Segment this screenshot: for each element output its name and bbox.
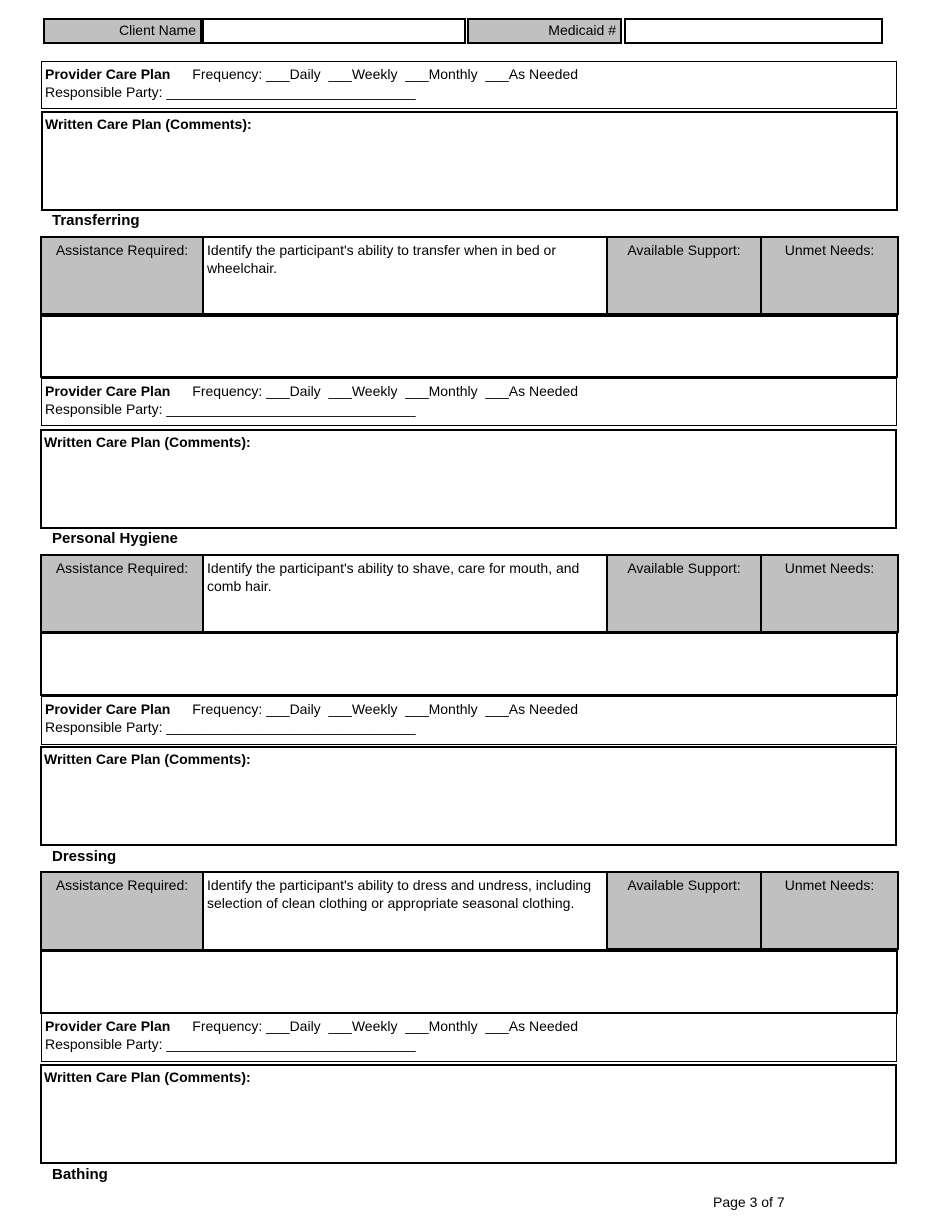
assistance-required-label: Assistance Required:: [40, 554, 204, 633]
medicaid-field[interactable]: [624, 18, 883, 44]
unmet-needs-label: Unmet Needs:: [760, 871, 899, 950]
unmet-needs-label: Unmet Needs:: [760, 236, 899, 315]
assessment-notes[interactable]: [40, 315, 898, 378]
frequency-options[interactable]: Frequency: ___Daily ___Weekly ___Monthly ___As Needed: [192, 1018, 579, 1034]
responsible-party[interactable]: Responsible Party: ________________________________: [45, 401, 416, 417]
assistance-description: Identify the participant's ability to transfer when in bed or wheelchair.: [202, 236, 608, 315]
written-care-plan-label: Written Care Plan (Comments):: [44, 751, 251, 767]
frequency-options[interactable]: Frequency: ___Daily ___Weekly ___Monthly ___As Needed: [192, 66, 579, 82]
assistance-description: Identify the participant's ability to shave, care for mouth, and comb hair.: [202, 554, 608, 633]
responsible-party[interactable]: Responsible Party: ________________________________: [45, 84, 416, 100]
section-title-personal-hygiene: Personal Hygiene: [52, 530, 178, 547]
written-care-plan-label: Written Care Plan (Comments):: [44, 434, 251, 450]
assessment-notes[interactable]: [40, 632, 898, 696]
page-number: Page 3 of 7: [713, 1194, 785, 1210]
written-care-plan-label: Written Care Plan (Comments):: [44, 1069, 251, 1085]
provider-care-plan: [41, 1013, 897, 1062]
written-care-plan[interactable]: [40, 1064, 897, 1164]
provider-care-plan: [41, 696, 897, 745]
provider-care-plan-title: Provider Care Plan: [45, 701, 171, 717]
medicaid-label: Medicaid #: [467, 18, 622, 44]
provider-care-plan: [41, 61, 897, 109]
provider-care-plan-title: Provider Care Plan: [45, 383, 171, 399]
written-care-plan[interactable]: [41, 111, 898, 211]
section-title-transferring: Transferring: [52, 212, 140, 229]
assistance-required-label: Assistance Required:: [40, 871, 204, 951]
responsible-party[interactable]: Responsible Party: ________________________________: [45, 719, 416, 735]
client-name-field[interactable]: [202, 18, 466, 44]
provider-care-plan-title: Provider Care Plan: [45, 66, 171, 82]
available-support-label: Available Support:: [606, 871, 762, 950]
unmet-needs-label: Unmet Needs:: [760, 554, 899, 633]
frequency-options[interactable]: Frequency: ___Daily ___Weekly ___Monthly ___As Needed: [192, 383, 579, 399]
written-care-plan[interactable]: [40, 429, 897, 529]
provider-care-plan-title: Provider Care Plan: [45, 1018, 171, 1034]
assistance-required-label: Assistance Required:: [40, 236, 204, 315]
section-title-bathing: Bathing: [52, 1166, 108, 1183]
frequency-options[interactable]: Frequency: ___Daily ___Weekly ___Monthly ___As Needed: [192, 701, 579, 717]
section-title-dressing: Dressing: [52, 848, 117, 865]
assistance-description: Identify the participant's ability to dress and undress, including selection of clean clothing or appropriate seasonal clothing.: [202, 871, 608, 951]
available-support-label: Available Support:: [606, 236, 762, 315]
available-support-label: Available Support:: [606, 554, 762, 633]
client-name-label: Client Name: [43, 18, 202, 44]
written-care-plan[interactable]: [40, 746, 897, 846]
responsible-party[interactable]: Responsible Party: ________________________________: [45, 1036, 416, 1052]
provider-care-plan: [41, 378, 897, 426]
written-care-plan-label: Written Care Plan (Comments):: [45, 116, 252, 132]
assessment-notes[interactable]: [40, 950, 898, 1014]
